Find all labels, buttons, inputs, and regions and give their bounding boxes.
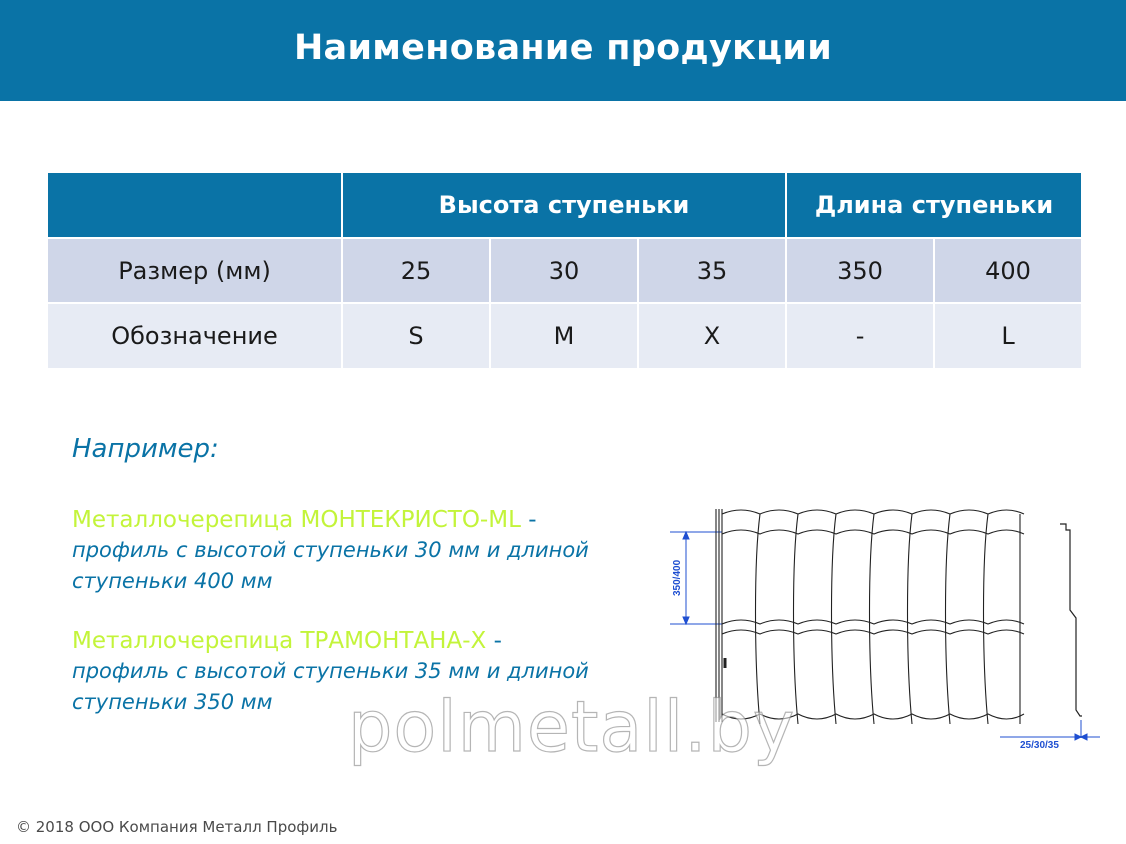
tile-profile-side bbox=[1060, 524, 1082, 738]
table-cell: L bbox=[934, 303, 1082, 369]
example-product-name bbox=[72, 505, 672, 535]
example-product-name bbox=[72, 626, 672, 656]
example-item bbox=[72, 505, 672, 597]
table-cell: 35 bbox=[638, 238, 786, 303]
table-cell: - bbox=[786, 303, 934, 369]
table-header-empty bbox=[47, 172, 342, 238]
example-name-text: Металлочерепица ТРАМОНТАНА-X bbox=[72, 628, 487, 654]
row-label-size: Размер (мм) bbox=[47, 238, 342, 303]
table-cell: X bbox=[638, 303, 786, 369]
page-title: Наименование продукции bbox=[293, 27, 833, 68]
dimension-label-step-length: 350/400 bbox=[672, 559, 683, 596]
table-cell: S bbox=[342, 303, 490, 369]
page-header bbox=[0, 0, 1126, 101]
row-label-designation: Обозначение bbox=[47, 303, 342, 369]
table-row bbox=[47, 303, 1082, 369]
header-step-length: Длина ступеньки bbox=[786, 172, 1082, 238]
example-description: профиль с высотой ступеньки 35 мм и длиной ступеньки 350 мм bbox=[72, 659, 589, 714]
examples-title: Например: bbox=[72, 434, 219, 464]
table-cell: 400 bbox=[934, 238, 1082, 303]
specification-table bbox=[46, 171, 1083, 370]
table-cell: 350 bbox=[786, 238, 934, 303]
example-dash: - bbox=[528, 507, 537, 533]
footer-copyright: © 2018 ООО Компания Металл Профиль bbox=[16, 818, 338, 836]
table-cell: 25 bbox=[342, 238, 490, 303]
table-header-row bbox=[47, 172, 1082, 238]
table-row bbox=[47, 238, 1082, 303]
dimension-label-step-height: 25/30/35 bbox=[1020, 740, 1059, 750]
header-step-height: Высота ступеньки bbox=[342, 172, 786, 238]
table-cell: 30 bbox=[490, 238, 638, 303]
example-name-text: Металлочерепица МОНТЕКРИСТО-ML bbox=[72, 507, 521, 533]
example-dash: - bbox=[493, 628, 502, 654]
table-cell: M bbox=[490, 303, 638, 369]
example-description: профиль с высотой ступеньки 30 мм и длиной ступеньки 400 мм bbox=[72, 538, 589, 593]
watermark: polmetall.by bbox=[348, 686, 796, 768]
